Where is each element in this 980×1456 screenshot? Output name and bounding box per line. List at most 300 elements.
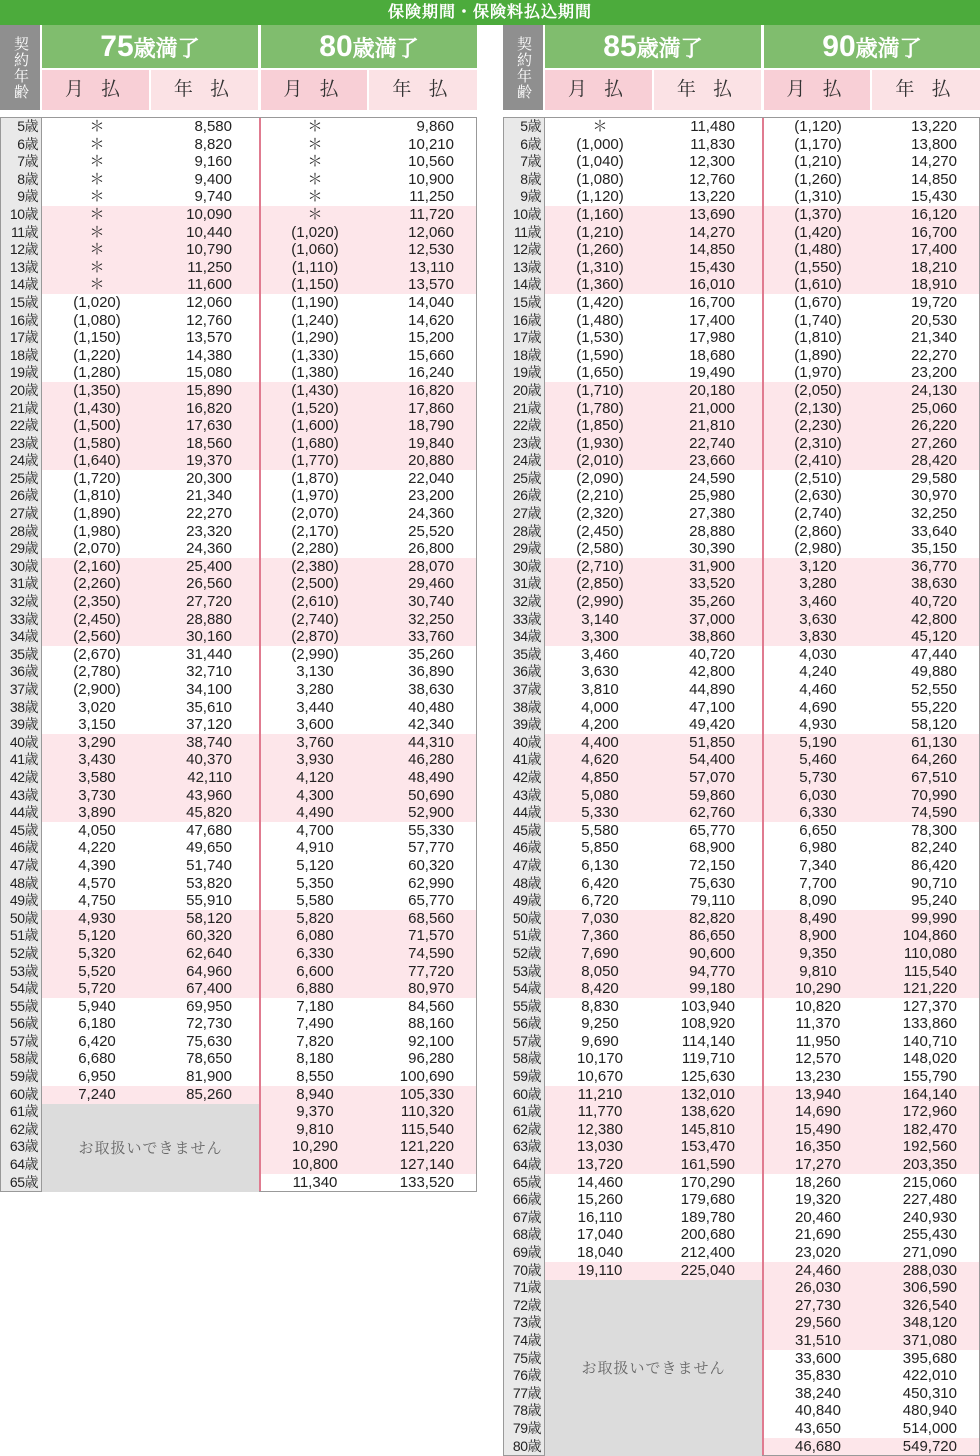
age-cell: 68歳 (504, 1226, 544, 1244)
annual-cell: 59,860 (689, 786, 735, 804)
monthly-cell: (1,720) (73, 469, 121, 487)
monthly-cell: 15,490 (795, 1120, 841, 1138)
monthly-cell: (2,990) (291, 645, 339, 663)
monthly-cell: 33,600 (795, 1349, 841, 1367)
monthly-cell: (2,090) (576, 469, 624, 487)
annual-cell: 240,930 (902, 1208, 957, 1226)
monthly-cell: 5,330 (581, 804, 619, 822)
monthly-cell: (1,370) (794, 205, 842, 223)
table-row (504, 875, 979, 893)
table-row (504, 1262, 979, 1280)
annual-cell: 62,760 (689, 804, 735, 822)
age-cell: 42歳 (504, 769, 544, 787)
annual-cell: 13,220 (689, 188, 735, 206)
annual-cell: 72,150 (689, 856, 735, 874)
table-row (504, 188, 979, 206)
age-cell: 12歳 (504, 241, 544, 259)
annual-cell: 36,890 (408, 663, 454, 681)
monthly-cell: (1,330) (291, 346, 339, 364)
monthly-cell: (1,970) (794, 364, 842, 382)
age-cell: 30歳 (504, 558, 544, 576)
table-row (1, 329, 476, 347)
monthly-cell: 8,940 (296, 1085, 334, 1103)
age-cell: 26歳 (1, 487, 41, 505)
table-row (504, 452, 979, 470)
table-row (1, 347, 476, 365)
monthly-cell: 10,290 (795, 980, 841, 998)
monthly-cell: 13,720 (577, 1156, 623, 1174)
table-row (1, 136, 476, 154)
monthly-cell: 5,320 (78, 944, 116, 962)
age-cell: 44歳 (1, 804, 41, 822)
annual-cell: 40,720 (911, 593, 957, 611)
monthly-header: 月 払 (764, 70, 870, 110)
age-cell: 24歳 (1, 452, 41, 470)
annual-cell: 13,800 (911, 135, 957, 153)
age-cell: 76歳 (504, 1367, 544, 1385)
annual-cell: 54,400 (689, 751, 735, 769)
term-header-85 (545, 25, 761, 68)
monthly-cell: ＊ (89, 205, 105, 223)
annual-cell: 22,270 (186, 505, 232, 523)
monthly-cell: 26,030 (795, 1279, 841, 1297)
age-cell: 57歳 (504, 1033, 544, 1051)
age-cell: 45歳 (504, 822, 544, 840)
monthly-cell: (2,510) (794, 469, 842, 487)
monthly-cell: (2,450) (576, 522, 624, 540)
monthly-cell: (2,070) (291, 505, 339, 523)
annual-cell: 514,000 (902, 1419, 957, 1437)
age-cell: 49歳 (504, 892, 544, 910)
annual-cell: 17,860 (408, 399, 454, 417)
monthly-cell: 3,730 (78, 786, 116, 804)
table-row (504, 769, 979, 787)
monthly-cell: 13,030 (577, 1138, 623, 1156)
table-row (504, 575, 979, 593)
monthly-cell: 13,940 (795, 1085, 841, 1103)
age-cell: 30歳 (1, 558, 41, 576)
age-cell: 9歳 (1, 188, 41, 206)
annual-cell: 10,440 (186, 223, 232, 241)
age-cell: 41歳 (504, 751, 544, 769)
term-number: 75 (100, 30, 134, 63)
monthly-cell: (2,230) (794, 417, 842, 435)
table-row (504, 663, 979, 681)
annual-cell: 96,280 (408, 1050, 454, 1068)
annual-cell: 99,990 (911, 909, 957, 927)
age-cell: 13歳 (1, 259, 41, 277)
monthly-cell: 10,170 (577, 1050, 623, 1068)
monthly-cell: ＊ (89, 135, 105, 153)
annual-cell: 62,990 (408, 874, 454, 892)
monthly-cell: 9,810 (296, 1120, 334, 1138)
monthly-cell: (1,420) (576, 293, 624, 311)
monthly-cell: ＊ (89, 276, 105, 294)
monthly-cell: (2,900) (73, 681, 121, 698)
monthly-cell: 3,810 (581, 681, 619, 698)
annual-cell: 44,310 (408, 733, 454, 751)
annual-cell: 10,900 (408, 170, 454, 188)
table-row (1, 927, 476, 945)
monthly-cell: 4,570 (78, 874, 116, 892)
age-cell: 26歳 (504, 487, 544, 505)
annual-cell: 65,770 (689, 821, 735, 839)
age-cell: 19歳 (1, 364, 41, 382)
annual-cell: 44,890 (689, 681, 735, 698)
table-row (1, 188, 476, 206)
annual-cell: 75,630 (689, 874, 735, 892)
annual-cell: 82,240 (911, 839, 957, 857)
monthly-cell: (1,580) (73, 434, 121, 452)
age-cell: 59歳 (1, 1068, 41, 1086)
annual-cell: 47,100 (689, 698, 735, 716)
monthly-cell: (2,160) (73, 557, 121, 575)
table-row (1, 646, 476, 664)
annual-cell: 19,720 (911, 293, 957, 311)
monthly-cell: (1,810) (794, 329, 842, 347)
annual-cell: 12,760 (186, 311, 232, 329)
table-row (504, 646, 979, 664)
table-row (504, 347, 979, 365)
annual-cell: 18,790 (408, 417, 454, 435)
monthly-cell: (1,890) (794, 346, 842, 364)
age-cell: 22歳 (1, 417, 41, 435)
annual-cell: 105,330 (399, 1085, 454, 1103)
monthly-cell: 11,340 (292, 1173, 338, 1191)
annual-cell: 99,180 (689, 980, 735, 998)
age-cell: 52歳 (504, 945, 544, 963)
monthly-cell: 11,950 (795, 1032, 841, 1050)
monthly-cell: 8,550 (296, 1068, 334, 1086)
monthly-cell: ＊ (89, 223, 105, 241)
annual-cell: 14,040 (408, 293, 454, 311)
annual-cell: 67,510 (911, 768, 957, 786)
table-row (1, 241, 476, 259)
age-cell: 67歳 (504, 1209, 544, 1227)
annual-cell: 179,680 (680, 1191, 735, 1209)
age-cell: 13歳 (504, 259, 544, 277)
annual-cell: 21,340 (911, 329, 957, 347)
monthly-cell: 11,210 (577, 1085, 623, 1103)
monthly-cell: 3,600 (296, 716, 334, 734)
table-row (504, 822, 979, 840)
table-row (504, 1244, 979, 1262)
age-cell: 66歳 (504, 1191, 544, 1209)
table-row (1, 787, 476, 805)
monthly-cell: (1,170) (794, 135, 842, 153)
annual-cell: 20,880 (408, 452, 454, 470)
annual-cell: 13,220 (911, 118, 957, 135)
annual-cell: 14,270 (911, 153, 957, 171)
monthly-cell: 24,460 (795, 1261, 841, 1279)
monthly-cell: 3,580 (78, 768, 116, 786)
monthly-cell: 43,650 (795, 1419, 841, 1437)
monthly-cell: 15,260 (577, 1191, 623, 1209)
annual-cell: 18,910 (911, 276, 957, 294)
annual-cell: 326,540 (902, 1296, 957, 1314)
annual-cell: 19,370 (186, 452, 232, 470)
monthly-cell: (2,280) (291, 540, 339, 558)
annual-cell: 64,960 (186, 962, 232, 980)
annual-cell: 10,090 (186, 205, 232, 223)
annual-cell: 35,260 (408, 645, 454, 663)
table-row (1, 118, 476, 136)
monthly-cell: (1,480) (576, 311, 624, 329)
age-cell: 39歳 (1, 716, 41, 734)
monthly-cell: 10,820 (795, 997, 841, 1015)
monthly-cell: ＊ (307, 205, 323, 223)
monthly-cell: 4,620 (581, 751, 619, 769)
annual-cell: 9,860 (416, 118, 454, 135)
annual-cell: 19,490 (689, 364, 735, 382)
monthly-cell: ＊ (89, 188, 105, 206)
annual-cell: 450,310 (902, 1384, 957, 1402)
monthly-cell: 3,280 (296, 681, 334, 698)
monthly-cell: (2,710) (576, 557, 624, 575)
monthly-cell: 7,690 (581, 944, 619, 962)
monthly-cell: (1,150) (291, 276, 339, 294)
annual-cell: 16,010 (689, 276, 735, 294)
monthly-cell: 11,770 (577, 1103, 623, 1121)
annual-cell: 14,850 (911, 170, 957, 188)
monthly-cell: 4,390 (78, 856, 116, 874)
table-row (1, 892, 476, 910)
annual-cell: 62,640 (186, 944, 232, 962)
table-row (504, 276, 979, 294)
annual-cell: 133,520 (399, 1173, 454, 1191)
monthly-cell: 9,350 (799, 944, 837, 962)
annual-cell: 132,010 (680, 1085, 735, 1103)
age-cell: 41歳 (1, 751, 41, 769)
table-row (504, 998, 979, 1016)
annual-cell: 164,140 (902, 1085, 957, 1103)
age-cell: 37歳 (1, 681, 41, 699)
annual-cell: 40,370 (186, 751, 232, 769)
annual-cell: 14,850 (689, 241, 735, 259)
age-cell: 48歳 (1, 875, 41, 893)
age-cell: 8歳 (1, 171, 41, 189)
age-cell: 50歳 (1, 910, 41, 928)
annual-cell: 47,680 (186, 821, 232, 839)
annual-cell: 21,340 (186, 487, 232, 505)
monthly-cell: (1,500) (73, 417, 121, 435)
annual-cell: 45,820 (186, 804, 232, 822)
term-divider (762, 118, 764, 1455)
annual-cell: 52,900 (408, 804, 454, 822)
annual-cell: 55,220 (911, 698, 957, 716)
monthly-cell: 7,490 (296, 1015, 334, 1033)
monthly-cell: 5,940 (78, 997, 116, 1015)
table-row (1, 734, 476, 752)
age-cell: 24歳 (504, 452, 544, 470)
monthly-cell: (1,610) (794, 276, 842, 294)
table-row (1, 963, 476, 981)
annual-cell: 371,080 (902, 1331, 957, 1349)
annual-cell: 33,640 (911, 522, 957, 540)
table-row (504, 1191, 979, 1209)
monthly-cell: 3,760 (296, 733, 334, 751)
table-row (1, 769, 476, 787)
annual-cell: 74,590 (911, 804, 957, 822)
age-cell: 62歳 (1, 1121, 41, 1139)
monthly-cell: (1,670) (794, 293, 842, 311)
monthly-header: 月 払 (545, 70, 652, 110)
annual-cell: 10,560 (408, 153, 454, 171)
annual-cell: 182,470 (902, 1120, 957, 1138)
annual-cell: 38,630 (911, 575, 957, 593)
annual-cell: 34,100 (186, 681, 232, 698)
annual-cell: 12,060 (186, 293, 232, 311)
age-column-divider (41, 118, 42, 1191)
table-row (504, 1156, 979, 1174)
age-cell: 28歳 (504, 523, 544, 541)
monthly-cell: (1,120) (794, 118, 842, 135)
age-cell: 64歳 (1, 1156, 41, 1174)
monthly-cell: 3,460 (799, 593, 837, 611)
monthly-cell: 3,830 (799, 628, 837, 646)
age-cell: 55歳 (1, 998, 41, 1016)
age-cell: 21歳 (1, 400, 41, 418)
age-cell: 44歳 (504, 804, 544, 822)
annual-cell: 28,880 (186, 610, 232, 628)
annual-cell: 35,260 (689, 593, 735, 611)
annual-cell: 15,430 (911, 188, 957, 206)
annual-cell: 17,400 (689, 311, 735, 329)
annual-cell: 67,400 (186, 980, 232, 998)
age-cell: 6歳 (1, 136, 41, 154)
monthly-cell: 7,820 (296, 1032, 334, 1050)
monthly-cell: 3,460 (581, 645, 619, 663)
monthly-cell: ＊ (89, 241, 105, 259)
annual-cell: 42,340 (408, 716, 454, 734)
monthly-cell: (1,850) (576, 417, 624, 435)
annual-cell: 90,710 (911, 874, 957, 892)
monthly-cell: (1,480) (794, 241, 842, 259)
age-cell: 5歳 (504, 118, 544, 136)
table-row (1, 839, 476, 857)
monthly-cell: (1,220) (73, 346, 121, 364)
annual-cell: 11,250 (187, 258, 232, 276)
premium-table-body (503, 117, 980, 1456)
monthly-cell: 3,290 (78, 733, 116, 751)
annual-cell: 30,390 (689, 540, 735, 558)
table-row (504, 400, 979, 418)
term-suffix: 歳満了 (636, 36, 703, 61)
table-row (1, 364, 476, 382)
table-row (1, 910, 476, 928)
monthly-cell: 7,240 (78, 1085, 116, 1103)
monthly-cell: 12,380 (577, 1120, 623, 1138)
age-cell: 19歳 (504, 364, 544, 382)
age-cell: 11歳 (1, 224, 41, 242)
monthly-cell: 4,000 (581, 698, 619, 716)
monthly-cell: 21,690 (795, 1226, 841, 1244)
monthly-cell: 14,690 (795, 1103, 841, 1121)
annual-cell: 65,770 (408, 892, 454, 910)
annual-cell: 68,560 (408, 909, 454, 927)
table-row (1, 875, 476, 893)
monthly-cell: 6,130 (581, 856, 619, 874)
age-cell: 17歳 (504, 329, 544, 347)
monthly-cell: 5,190 (799, 733, 837, 751)
annual-cell: 15,200 (408, 329, 454, 347)
age-cell: 61歳 (1, 1103, 41, 1121)
table-row (504, 804, 979, 822)
monthly-cell: (2,350) (73, 593, 121, 611)
age-cell: 57歳 (1, 1033, 41, 1051)
annual-cell: 480,940 (902, 1402, 957, 1420)
annual-cell: 20,180 (689, 381, 735, 399)
annual-cell: 22,740 (689, 434, 735, 452)
annual-cell: 23,320 (186, 522, 232, 540)
annual-cell: 23,660 (689, 452, 735, 470)
monthly-cell: 3,130 (296, 663, 334, 681)
monthly-cell: (1,080) (73, 311, 121, 329)
annual-cell: 15,660 (408, 346, 454, 364)
page-title: 保険期間・保険料払込期間 (0, 0, 980, 25)
table-row (504, 470, 979, 488)
annual-cell: 35,610 (186, 698, 232, 716)
annual-cell: 17,980 (689, 329, 735, 347)
monthly-cell: (1,380) (291, 364, 339, 382)
monthly-cell: (1,430) (291, 381, 339, 399)
monthly-cell: 35,830 (795, 1367, 841, 1385)
monthly-cell: 10,800 (292, 1156, 338, 1174)
monthly-cell: (2,670) (73, 645, 121, 663)
monthly-cell: 3,120 (799, 557, 837, 575)
monthly-cell: 20,460 (795, 1208, 841, 1226)
monthly-cell: (1,290) (291, 329, 339, 347)
age-cell: 18歳 (1, 347, 41, 365)
age-cell: 69歳 (504, 1244, 544, 1262)
monthly-cell: (2,320) (576, 505, 624, 523)
annual-cell: 15,430 (689, 258, 735, 276)
annual-cell: 33,520 (689, 575, 735, 593)
monthly-cell: 5,850 (581, 839, 619, 857)
annual-cell: 12,060 (408, 223, 454, 241)
annual-cell: 38,860 (689, 628, 735, 646)
monthly-cell: (1,040) (576, 153, 624, 171)
monthly-cell: (1,710) (576, 381, 624, 399)
age-cell: 31歳 (504, 575, 544, 593)
annual-cell: 18,560 (186, 434, 232, 452)
monthly-cell: 3,300 (581, 628, 619, 646)
not-available-block: お取扱いできません (545, 1280, 762, 1456)
table-row (1, 1050, 476, 1068)
table-row (504, 927, 979, 945)
annual-cell: 16,700 (911, 223, 957, 241)
annual-cell: 42,800 (689, 663, 735, 681)
monthly-cell: 6,030 (799, 786, 837, 804)
annual-cell: 13,570 (186, 329, 232, 347)
annual-cell: 16,120 (911, 205, 957, 223)
age-cell: 52歳 (1, 945, 41, 963)
monthly-cell: 4,220 (78, 839, 116, 857)
annual-cell: 10,210 (408, 135, 454, 153)
table-row (504, 910, 979, 928)
annual-cell: 85,260 (186, 1085, 232, 1103)
table-row (1, 822, 476, 840)
monthly-cell: ＊ (89, 258, 105, 276)
age-cell: 27歳 (1, 505, 41, 523)
annual-cell: 20,300 (186, 469, 232, 487)
monthly-cell: 8,050 (581, 962, 619, 980)
monthly-cell: (2,050) (794, 381, 842, 399)
annual-cell: 212,400 (680, 1244, 735, 1261)
age-cell: 31歳 (1, 575, 41, 593)
annual-cell: 60,320 (186, 927, 232, 945)
table-row (1, 382, 476, 400)
